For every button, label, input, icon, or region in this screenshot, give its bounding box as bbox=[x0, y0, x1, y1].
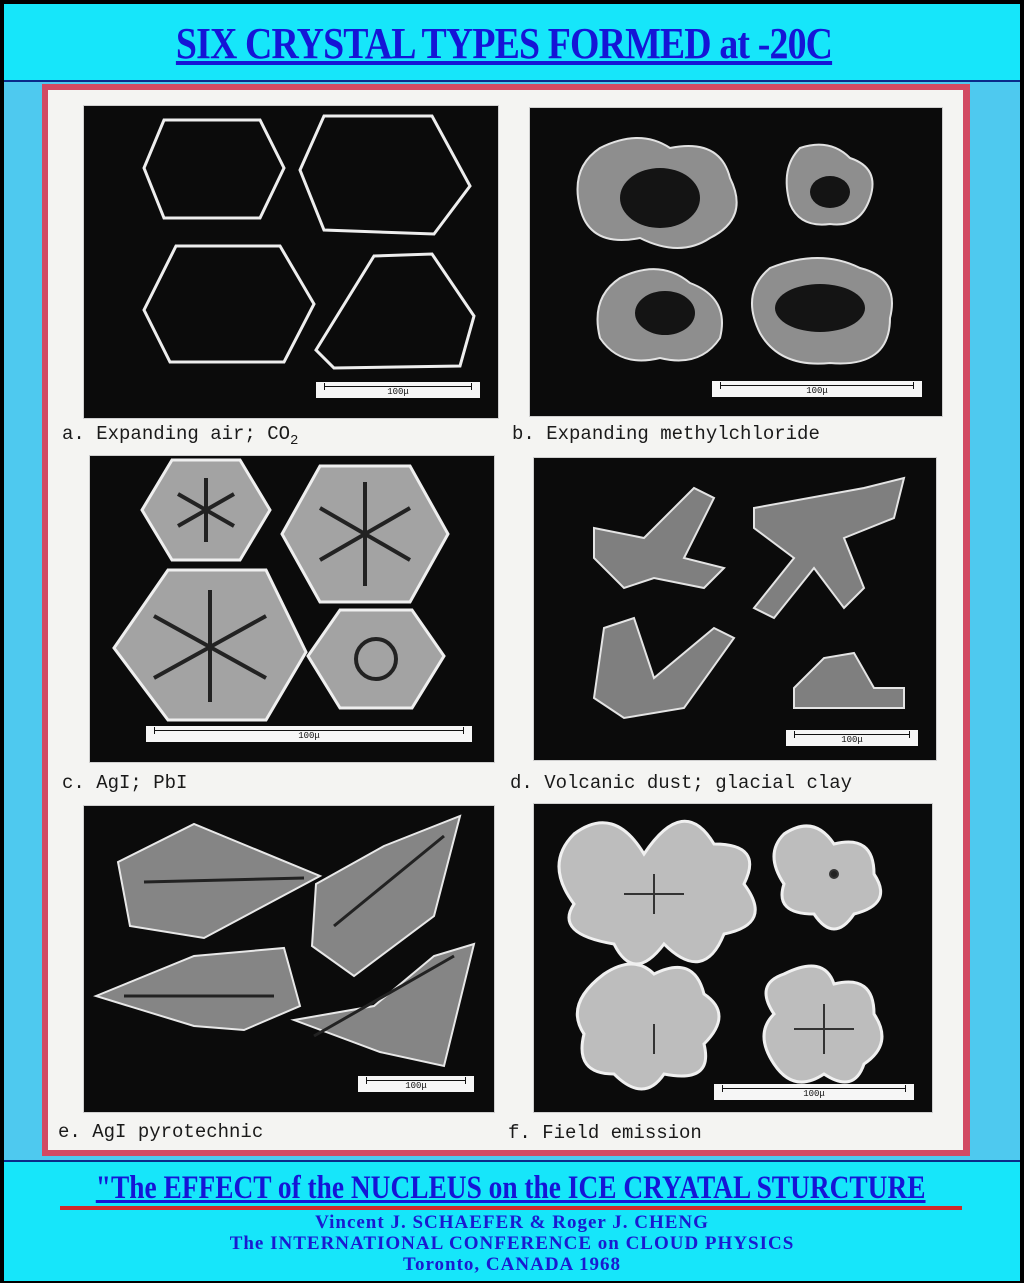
scale-bar-d: 100μ bbox=[786, 730, 918, 746]
crystal-illustration-c bbox=[90, 456, 494, 762]
crystal-illustration-d bbox=[534, 458, 936, 760]
caption-c-text: c. AgI; PbI bbox=[62, 772, 188, 794]
caption-a bbox=[62, 423, 298, 449]
photo-panel-a bbox=[84, 106, 498, 418]
caption-e-text: e. AgI pyrotechnic bbox=[58, 1121, 264, 1143]
photo-panel-b bbox=[530, 108, 942, 416]
caption-b bbox=[512, 423, 820, 445]
caption-f-text: f. Field emission bbox=[508, 1122, 702, 1144]
crystal-illustration-f bbox=[534, 804, 932, 1112]
paper-title: "The EFFECT of the NUCLEUS on the ICE CRYATAL STURCTURE bbox=[95, 1170, 926, 1206]
header-band bbox=[4, 4, 1020, 82]
photo-panel-e bbox=[84, 806, 494, 1112]
photo-panel-d bbox=[534, 458, 936, 760]
caption-c bbox=[62, 772, 187, 794]
caption-b-text: b. Expanding methylchloride bbox=[512, 423, 820, 445]
photo-panel-c bbox=[90, 456, 494, 762]
title-underline-rule bbox=[60, 1206, 962, 1210]
scale-bar-e: 100μ bbox=[358, 1076, 474, 1092]
footer-band bbox=[4, 1160, 1020, 1281]
caption-d bbox=[510, 772, 852, 794]
location-line: Toronto, CANADA 1968 bbox=[403, 1254, 621, 1275]
crystal-illustration-a bbox=[84, 106, 498, 418]
conference-line: The INTERNATIONAL CONFERENCE on CLOUD PHYSICS bbox=[229, 1233, 795, 1254]
crystal-illustration-e bbox=[84, 806, 494, 1112]
authors-line: Vincent J. SCHAEFER & Roger J. CHENG bbox=[315, 1212, 709, 1233]
scale-bar-b: 100μ bbox=[712, 381, 922, 397]
caption-f bbox=[508, 1122, 702, 1144]
caption-a-subscript: 2 bbox=[290, 432, 299, 449]
caption-d-text: d. Volcanic dust; glacial clay bbox=[510, 772, 853, 794]
page-title: SIX CRYSTAL TYPES FORMED at -20C bbox=[175, 19, 833, 68]
scale-bar-f: 100μ bbox=[714, 1084, 914, 1100]
caption-a-text: a. Expanding air; CO bbox=[62, 423, 291, 445]
caption-e bbox=[58, 1121, 263, 1143]
crystal-illustration-b bbox=[530, 108, 942, 416]
photo-panel-f bbox=[534, 804, 932, 1112]
scale-bar-a: 100μ bbox=[316, 382, 480, 398]
scale-bar-c: 100μ bbox=[146, 726, 472, 742]
